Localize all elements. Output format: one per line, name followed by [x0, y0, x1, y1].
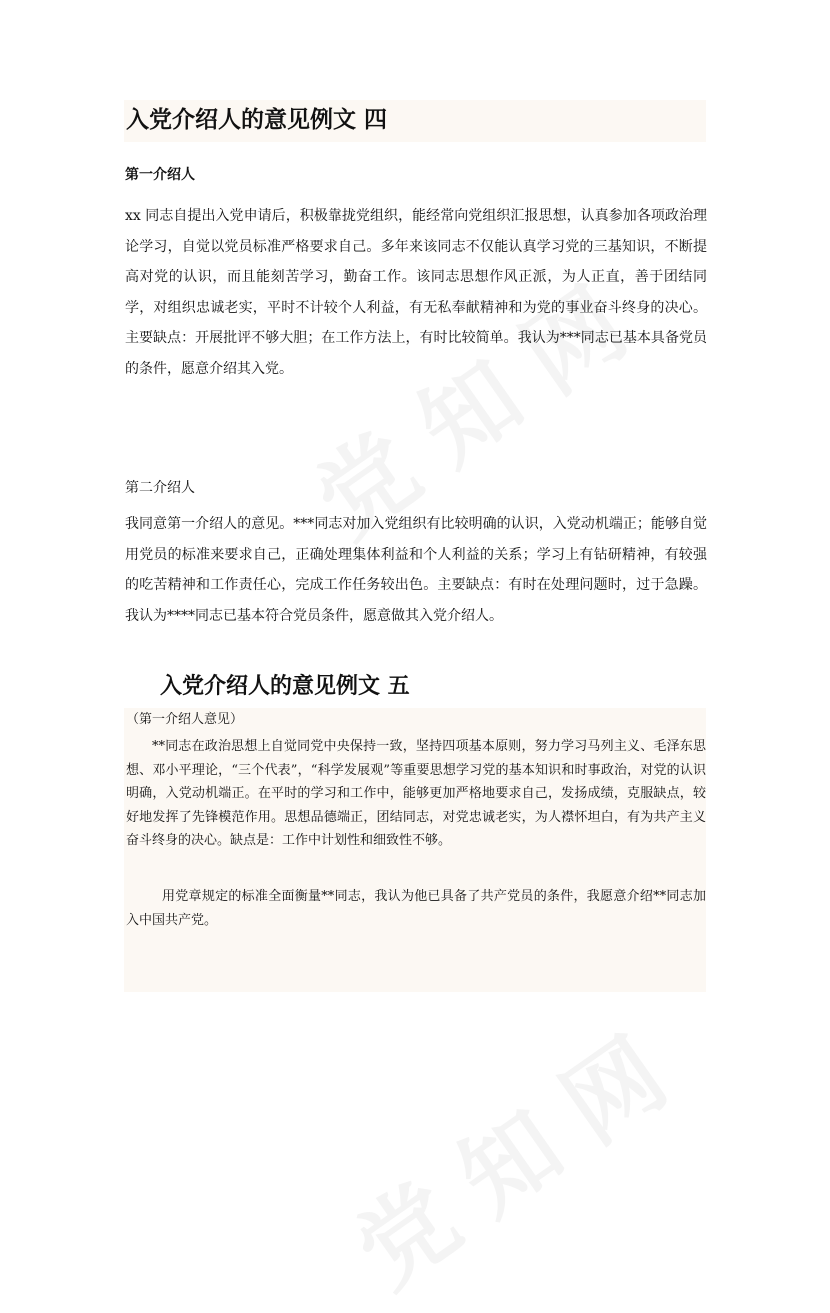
section-five-paragraph-1: **同志在政治思想上自觉同党中央保持一致，坚持四项基本原则，努力学习马列主义、毛泽东思想、邓小平理论，“三个代表”，“科学发展观”等重要思想学习党的基本知识和时事政治，对党的认识明确，入党动机端正。在平时的学习和工作中，能够更加严格地要求自己，发扬成绩，克服缺点，较好地发挥了先锋模范作用。思想品德端正，团结同志，对党忠诚老实，为人襟怀坦白，有为共产主义奋斗终身的决心。缺点是：工作中计划性和细致性不够。: [126, 739, 706, 848]
second-introducer-text: 我同意第一介绍人的意见。***同志对加入党组织有比较明确的认识，入党动机端正；能够自觉用党员的标准来要求自己，正确处理集体利益和个人利益的关系；学习上有钻研精神，有较强的吃苦精神和工作责任心，完成工作任务较出色。主要缺点：有时在处理问题时，过于急躁。我认为****同志已基本符合党员条件，愿意做其入党介绍人。: [125, 516, 707, 624]
second-introducer-label: 第二介绍人: [125, 480, 195, 496]
watermark-bottom: [325, 984, 713, 1313]
section-five-paragraph-2: 用党章规定的标准全面衡量**同志，我认为他已具备了共产党员的条件，我愿意介绍**同志加入中国共产党。: [126, 889, 706, 928]
section-four-title: 入党介绍人的意见例文 四: [124, 100, 706, 142]
first-introducer-label: 第一介绍人: [125, 167, 195, 183]
section-five-label: （第一介绍人意见）: [126, 712, 244, 727]
section-five-title: 入党介绍人的意见例文 五: [160, 674, 410, 699]
first-introducer-text: xx 同志自提出入党申请后，积极靠拢党组织，能经常向党组织汇报思想，认真参加各项政治理论学习，自觉以党员标准严格要求自己。多年来该同志不仅能认真学习党的三基知识，不断提高对党的认识，而且能刻苦学习，勤奋工作。该同志思想作风正派，为人正直，善于团结同学，对组织忠诚老实，平时不计较个人利益，有无私奉献精神和为党的事业奋斗终身的决心。主要缺点：开展批评不够大胆；在工作方法上，有时比较简单。我认为***同志已基本具备党员的条件，愿意介绍其入党。: [125, 208, 707, 377]
